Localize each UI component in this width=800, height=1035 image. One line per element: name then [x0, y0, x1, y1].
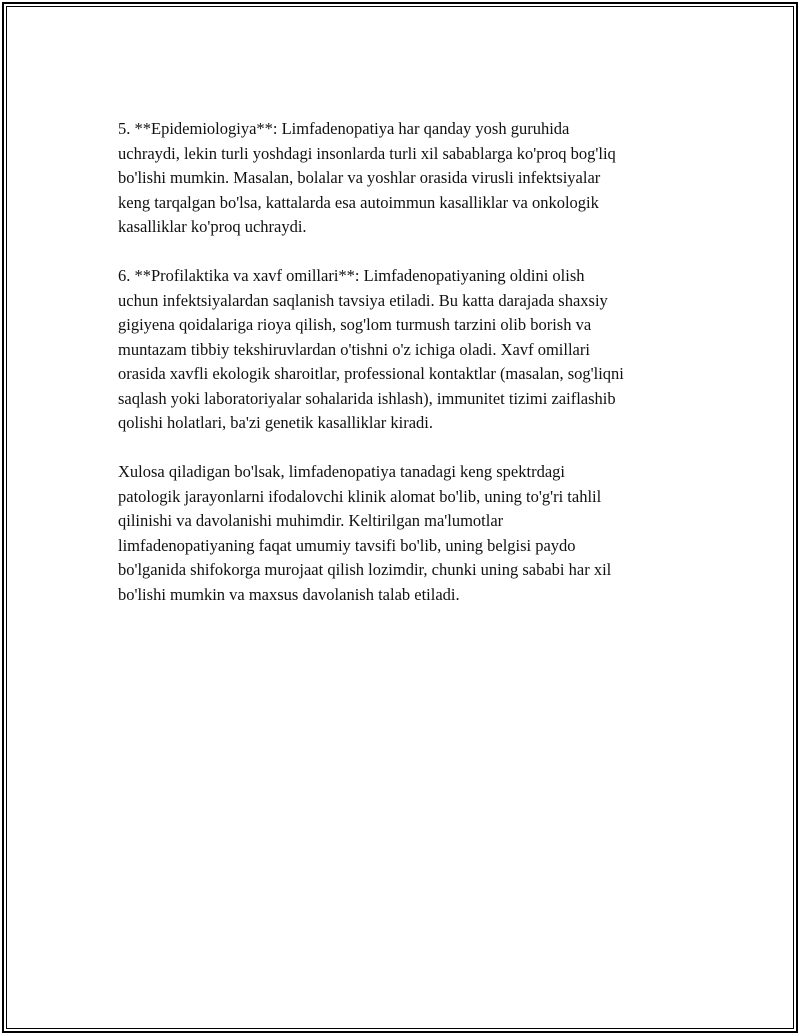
text-line: saqlash yoki laboratoriyalar sohalarida ishlash), immunitet tizimi zaiflashib [118, 388, 616, 408]
text-line: gigiyena qoidalariga rioya qilish, sog'lom turmush tarzini olib borish va [118, 315, 592, 334]
text-line: uchraydi, lekin turli yoshdagi insonlarda turli xil sabablarga ko'proq bog'liq [118, 143, 616, 163]
text-line: bo'lishi mumkin. Masalan, bolalar va yoshlar orasida virusli infektsiyalar [118, 168, 601, 187]
document-body [118, 117, 698, 632]
text-line: uchun infektsiyalardan saqlanish tavsiya etiladi. Bu katta darajada shaxsiy [118, 290, 608, 310]
paragraph-epidemiology [118, 117, 698, 240]
text-line: limfadenopatiyaning faqat umumiy tavsifi bo'lib, uning belgisi paydo [118, 535, 576, 555]
text-line: qolishi holatlari, ba'zi genetik kasalliklar kiradi. [118, 413, 434, 432]
text-line: bo'lganida shifokorga murojaat qilish lozimdir, chunki uning sababi har xil [118, 560, 612, 579]
text-line: keng tarqalgan bo'lsa, kattalarda esa autoimmun kasalliklar va onkologik [118, 192, 599, 212]
text-line: kasalliklar ko'proq uchraydi. [118, 217, 307, 236]
text-line: patologik jarayonlarni ifodalovchi klinik alomat bo'lib, uning to'g'ri tahlil [118, 486, 602, 506]
text-line: bo'lishi mumkin va maxsus davolanish talab etiladi. [118, 584, 460, 604]
paragraph-prevention [118, 264, 698, 436]
text-line: orasida xavfli ekologik sharoitlar, professional kontaktlar (masalan, sog'liqni [118, 364, 624, 383]
paragraph-conclusion [118, 460, 698, 607]
text-line: Xulosa qiladigan bo'lsak, limfadenopatiya tanadagi keng spektrdagi [118, 462, 565, 481]
text-line: muntazam tibbiy tekshiruvlardan o'tishni o'z ichiga oladi. Xavf omillari [118, 339, 590, 359]
text-line: qilinishi va davolanishi muhimdir. Keltirilgan ma'lumotlar [118, 511, 504, 530]
text-line: 6. **Profilaktika va xavf omillari**: Limfadenopatiyaning oldini olish [118, 266, 585, 285]
text-line: 5. **Epidemiologiya**: Limfadenopatiya har qanday yosh guruhida [118, 119, 570, 138]
